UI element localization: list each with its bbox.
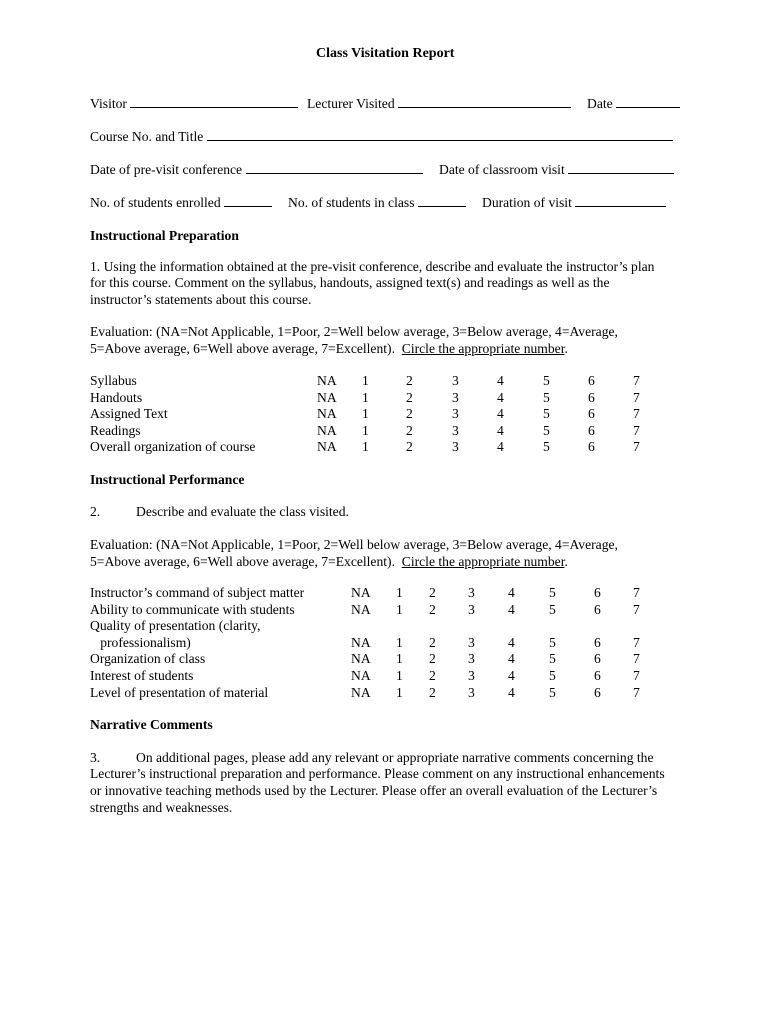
section2-row: [90, 602, 690, 619]
section1-rating-5[interactable]: 5: [543, 422, 550, 438]
section1-rating-1[interactable]: 1: [362, 373, 369, 388]
previsit-input-line[interactable]: [246, 161, 423, 174]
section1-rating-3[interactable]: 3: [452, 422, 459, 438]
section2-rating-1[interactable]: 1: [396, 651, 403, 667]
section1-rating-6[interactable]: 6: [588, 389, 595, 405]
section2-rating-na[interactable]: NA: [351, 651, 371, 667]
classroom-date-label: Date of classroom visit: [439, 162, 565, 177]
section3-line-4: strengths and weaknesses.: [90, 800, 233, 815]
section2-row: [90, 585, 690, 602]
section1-rating-3[interactable]: 3: [452, 406, 459, 422]
visitor-field: [90, 95, 298, 113]
section1-rating-na[interactable]: NA: [317, 406, 337, 422]
section1-rating-6[interactable]: 6: [588, 373, 595, 388]
section1-rating-4[interactable]: 4: [497, 422, 504, 438]
section1-row-label: Assigned Text: [90, 406, 168, 422]
section1-evaluation-text: 5=Above average, 6=Well above average, 7=Excellent).: [90, 341, 402, 356]
section2-rating-3[interactable]: 3: [468, 651, 475, 667]
section1-row: [90, 373, 690, 390]
section2-evaluation-line-2: [90, 554, 568, 571]
section2-row: [90, 618, 690, 635]
section1-rating-2[interactable]: 2: [406, 439, 413, 455]
previsit-field: [90, 161, 423, 179]
section2-rating-na[interactable]: NA: [351, 668, 371, 683]
section1-question-line-1: 1. Using the information obtained at the pre-visit conference, describe and evaluate the instructor’s plan: [90, 259, 655, 274]
section2-row: [90, 651, 690, 668]
section1-rating-1[interactable]: 1: [362, 406, 369, 422]
date-field: [587, 95, 680, 113]
section1-rating-5[interactable]: 5: [543, 389, 550, 405]
section2-rating-2[interactable]: 2: [429, 634, 436, 650]
section2-rating-1[interactable]: 1: [396, 585, 403, 600]
section1-rating-na[interactable]: NA: [317, 422, 337, 438]
course-label: Course No. and Title: [90, 129, 204, 144]
section2-rating-2[interactable]: 2: [429, 585, 436, 600]
lecturer-input-line[interactable]: [398, 95, 571, 108]
section2-rating-3[interactable]: 3: [468, 585, 475, 600]
section1-evaluation-line-1: Evaluation: (NA=Not Applicable, 1=Poor, 2=Well below average, 3=Below average, 4=Average,: [90, 324, 618, 339]
section2-row-label: Interest of students: [90, 668, 194, 683]
section1-rating-na[interactable]: NA: [317, 439, 337, 455]
section1-rating-7[interactable]: 7: [633, 373, 640, 388]
section1-rating-7[interactable]: 7: [633, 406, 640, 422]
section1-rating-4[interactable]: 4: [497, 389, 504, 405]
section1-rating-6[interactable]: 6: [588, 439, 595, 455]
section1-rating-5[interactable]: 5: [543, 406, 550, 422]
section1-rating-6[interactable]: 6: [588, 406, 595, 422]
section3-question-number: 3.: [90, 750, 101, 765]
section2-rating-4[interactable]: 4: [508, 634, 515, 650]
section3-heading: Narrative Comments: [90, 717, 213, 732]
classroom-date-input-line[interactable]: [568, 161, 674, 174]
section1-rating-7[interactable]: 7: [633, 439, 640, 455]
section2-rating-2[interactable]: 2: [429, 684, 436, 700]
section1-row: [90, 439, 690, 456]
in-class-input-line[interactable]: [418, 194, 466, 207]
visitor-input-line[interactable]: [130, 95, 298, 108]
section2-rating-1[interactable]: 1: [396, 668, 403, 683]
section2-row: [90, 685, 690, 702]
date-input-line[interactable]: [616, 95, 680, 108]
section2-period: .: [564, 554, 568, 569]
section2-rating-3[interactable]: 3: [468, 634, 475, 650]
duration-label: Duration of visit: [482, 195, 572, 210]
in-class-label: No. of students in class: [288, 195, 415, 210]
previsit-label: Date of pre-visit conference: [90, 162, 243, 177]
section2-row-label: Organization of class: [90, 651, 206, 667]
section2-rating-4[interactable]: 4: [508, 651, 515, 667]
section1-row-label: Syllabus: [90, 373, 137, 388]
section1-rating-3[interactable]: 3: [452, 389, 459, 405]
section1-row-label: Handouts: [90, 389, 143, 405]
enrolled-label: No. of students enrolled: [90, 195, 221, 210]
section2-rating-6[interactable]: 6: [594, 668, 601, 683]
section2-rating-4[interactable]: 4: [508, 601, 515, 617]
section2-row: [90, 635, 690, 652]
section2-rating-7[interactable]: 7: [633, 601, 640, 617]
duration-input-line[interactable]: [575, 194, 666, 207]
section1-period: .: [564, 341, 568, 356]
section2-circle-instruction: Circle the appropriate number: [401, 554, 565, 569]
section1-rating-2[interactable]: 2: [406, 373, 413, 388]
lecturer-label: Lecturer Visited: [307, 96, 395, 111]
section3-line-1: On additional pages, please add any relevant or appropriate narrative comments concerning the: [136, 750, 654, 765]
enrolled-input-line[interactable]: [224, 194, 272, 207]
section2-rating-7[interactable]: 7: [633, 684, 640, 700]
section2-rating-6[interactable]: 6: [594, 634, 601, 650]
section1-question-line-2: for this course. Comment on the syllabus, handouts, assigned text(s) and readings as well as the: [90, 275, 610, 290]
section1-rating-3[interactable]: 3: [452, 373, 459, 388]
section2-rating-4[interactable]: 4: [508, 585, 515, 600]
section1-rating-4[interactable]: 4: [497, 439, 504, 455]
section2-rating-7[interactable]: 7: [633, 651, 640, 667]
section2-question-number: 2.: [90, 504, 101, 519]
section1-rating-2[interactable]: 2: [406, 422, 413, 438]
section1-rating-7[interactable]: 7: [633, 389, 640, 405]
section1-row-label: Readings: [90, 422, 141, 438]
section1-rating-1[interactable]: 1: [362, 439, 369, 455]
section1-row-label: Overall organization of course: [90, 439, 256, 455]
section2-rating-1[interactable]: 1: [396, 684, 403, 700]
section1-row: [90, 406, 690, 423]
section2-rating-3[interactable]: 3: [468, 684, 475, 700]
section2-rating-6[interactable]: 6: [594, 684, 601, 700]
section1-rating-5[interactable]: 5: [543, 373, 550, 388]
section2-rating-na[interactable]: NA: [351, 684, 371, 700]
section2-row-label: Instructor’s command of subject matter: [90, 585, 305, 600]
section2-rating-3[interactable]: 3: [468, 668, 475, 683]
visitor-label: Visitor: [90, 96, 127, 111]
section2-rating-na[interactable]: NA: [351, 601, 371, 617]
section1-rating-3[interactable]: 3: [452, 439, 459, 455]
section2-rating-6[interactable]: 6: [594, 651, 601, 667]
section1-rating-1[interactable]: 1: [362, 389, 369, 405]
section2-rating-3[interactable]: 3: [468, 601, 475, 617]
section2-rating-na[interactable]: NA: [351, 585, 371, 600]
section2-row-label: professionalism): [90, 634, 191, 650]
section1-row: [90, 390, 690, 407]
section2-row-label: Ability to communicate with students: [90, 601, 295, 617]
section1-rating-7[interactable]: 7: [633, 422, 640, 438]
section2-rating-5[interactable]: 5: [549, 651, 556, 667]
section3-line-3: or innovative teaching methods used by the Lecturer. Please offer an overall evaluation of the Lecturer’s: [90, 783, 658, 798]
section1-circle-instruction: Circle the appropriate number: [401, 341, 565, 356]
section2-rating-5[interactable]: 5: [549, 585, 556, 600]
section2-rating-4[interactable]: 4: [508, 668, 515, 683]
enrolled-field: [90, 194, 272, 212]
section2-rating-2[interactable]: 2: [429, 651, 436, 667]
section2-rating-6[interactable]: 6: [594, 601, 601, 617]
section2-rating-4[interactable]: 4: [508, 684, 515, 700]
section2-rating-7[interactable]: 7: [633, 634, 640, 650]
section2-row: [90, 668, 690, 685]
section2-evaluation-line-1: Evaluation: (NA=Not Applicable, 1=Poor, 2=Well below average, 3=Below average, 4=Average,: [90, 537, 618, 552]
section2-question-text: Describe and evaluate the class visited.: [136, 504, 349, 519]
section2-row-label: Level of presentation of material: [90, 684, 269, 700]
section1-rating-na[interactable]: NA: [317, 389, 337, 405]
section2-rating-1[interactable]: 1: [396, 601, 403, 617]
section2-rating-5[interactable]: 5: [549, 684, 556, 700]
section2-rating-na[interactable]: NA: [351, 634, 371, 650]
section2-rating-5[interactable]: 5: [549, 634, 556, 650]
section1-rating-2[interactable]: 2: [406, 389, 413, 405]
section2-evaluation-text: 5=Above average, 6=Well above average, 7=Excellent).: [90, 554, 402, 569]
section1-rating-4[interactable]: 4: [497, 406, 504, 422]
section2-rating-2[interactable]: 2: [429, 601, 436, 617]
course-input-line[interactable]: [207, 128, 673, 141]
section2-rating-7[interactable]: 7: [633, 668, 640, 683]
section1-row: [90, 423, 690, 440]
section1-rating-na[interactable]: NA: [317, 373, 337, 388]
lecturer-field: [307, 95, 571, 113]
in-class-field: [288, 194, 466, 212]
section1-rating-5[interactable]: 5: [543, 439, 550, 455]
report-title: Class Visitation Report: [316, 46, 455, 61]
section1-question-line-3: instructor’s statements about this course.: [90, 292, 312, 307]
section2-rating-2[interactable]: 2: [429, 668, 436, 683]
section1-rating-1[interactable]: 1: [362, 422, 369, 438]
duration-field: [482, 194, 666, 212]
date-label: Date: [587, 96, 613, 111]
section1-rating-6[interactable]: 6: [588, 422, 595, 438]
section1-evaluation-line-2: [90, 341, 568, 358]
section1-rating-2[interactable]: 2: [406, 406, 413, 422]
section2-row-label: Quality of presentation (clarity,: [90, 618, 261, 634]
section2-rating-7[interactable]: 7: [633, 585, 640, 600]
course-field: [90, 128, 673, 146]
section3-line-2: Lecturer’s instructional preparation and performance. Please comment on any instructional enhancements: [90, 766, 665, 781]
section2-rating-6[interactable]: 6: [594, 585, 601, 600]
section1-rating-4[interactable]: 4: [497, 373, 504, 388]
section2-rating-5[interactable]: 5: [549, 601, 556, 617]
section2-heading: Instructional Performance: [90, 472, 245, 487]
section2-rating-1[interactable]: 1: [396, 634, 403, 650]
section2-rating-5[interactable]: 5: [549, 668, 556, 683]
classroom-date-field: [439, 161, 674, 179]
section1-heading: Instructional Preparation: [90, 228, 239, 243]
